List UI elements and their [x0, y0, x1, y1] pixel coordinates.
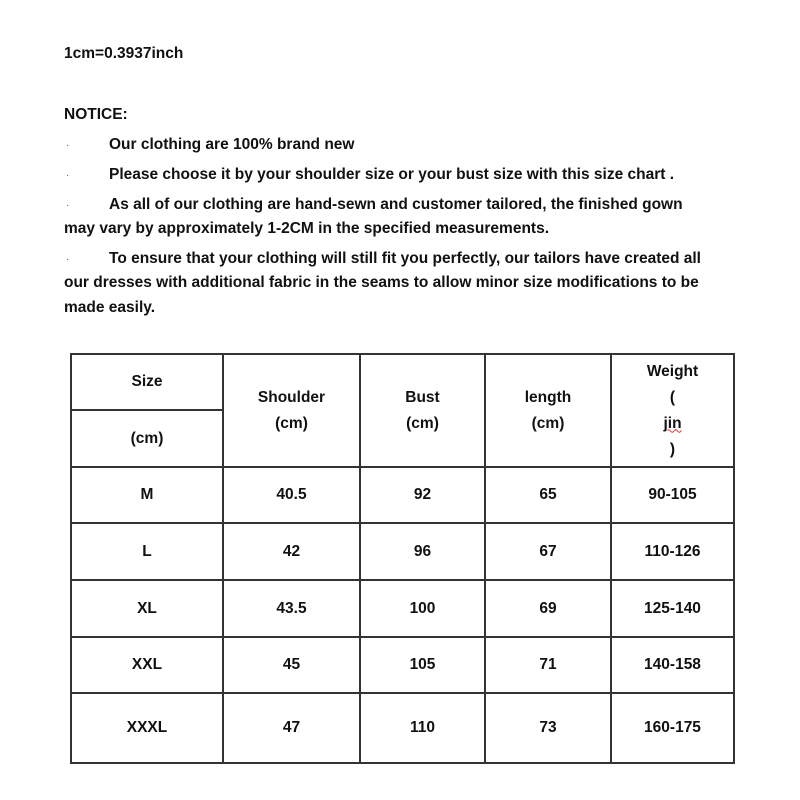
bullet: ·: [66, 170, 70, 181]
cell-length: 69: [485, 580, 611, 637]
cell-size: M: [71, 467, 223, 523]
header-weight-unit: [612, 385, 733, 463]
header-bust: [360, 354, 485, 467]
table-row: [71, 580, 734, 637]
cell-shoulder: 47: [223, 693, 360, 763]
cell-weight: 90-105: [611, 467, 734, 523]
table-header-row: [71, 354, 734, 410]
cell-bust: 110: [360, 693, 485, 763]
notice-item-4-line1: To ensure that your clothing will still fit you perfectly, our tailors have created all: [109, 250, 701, 267]
notice-item-3-line1: As all of our clothing are hand-sewn and customer tailored, the finished gown: [109, 196, 683, 213]
cell-length: 73: [485, 693, 611, 763]
cell-size: L: [71, 523, 223, 580]
notice-item-1: Our clothing are 100% brand new: [109, 136, 355, 153]
cell-length: 67: [485, 523, 611, 580]
bullet: ·: [66, 140, 70, 151]
table-row: [71, 637, 734, 693]
header-bust-unit: (cm): [406, 414, 439, 432]
header-shoulder-unit: (cm): [275, 414, 308, 432]
cell-bust: 96: [360, 523, 485, 580]
table-row: [71, 693, 734, 763]
cell-shoulder: 42: [223, 523, 360, 580]
cell-bust: 100: [360, 580, 485, 637]
header-length-unit: (cm): [531, 414, 565, 432]
paren-close: ): [669, 440, 676, 458]
header-shoulder: [223, 354, 360, 467]
table-row: [71, 467, 734, 523]
header-size: Size: [71, 354, 223, 410]
bullet: ·: [66, 254, 70, 265]
notice-item-4-line2: our dresses with additional fabric in the seams to allow minor size modifications to be: [64, 274, 699, 291]
weight-unit-jin: jin: [663, 414, 682, 432]
notice-item-4-line3: made easily.: [64, 299, 156, 316]
cell-bust: 92: [360, 467, 485, 523]
header-length-label: length: [524, 388, 572, 406]
cell-size: XXXL: [71, 693, 223, 763]
header-weight-label: Weight: [646, 362, 699, 380]
header-shoulder-label: Shoulder: [257, 388, 326, 406]
header-size-unit: (cm): [71, 410, 223, 467]
header-bust-label: Bust: [405, 388, 440, 406]
bullet: ·: [66, 200, 70, 211]
cell-shoulder: 40.5: [223, 467, 360, 523]
cell-length: 71: [485, 637, 611, 693]
table-row: [71, 523, 734, 580]
cell-shoulder: 43.5: [223, 580, 360, 637]
cell-shoulder: 45: [223, 637, 360, 693]
notice-item-3-line2: may vary by approximately 1-2CM in the specified measurements.: [64, 220, 549, 237]
conversion-note: 1cm=0.3937inch: [64, 45, 184, 62]
cell-size: XL: [71, 580, 223, 637]
cell-weight: 110-126: [611, 523, 734, 580]
notice-title: NOTICE:: [64, 106, 128, 123]
cell-weight: 140-158: [611, 637, 734, 693]
cell-bust: 105: [360, 637, 485, 693]
cell-length: 65: [485, 467, 611, 523]
notice-item-2: Please choose it by your shoulder size or your bust size with this size chart .: [109, 166, 675, 183]
paren-open: (: [669, 388, 676, 406]
header-weight: [611, 354, 734, 467]
cell-weight: 125-140: [611, 580, 734, 637]
cell-size: XXL: [71, 637, 223, 693]
size-chart-table: [70, 353, 735, 764]
header-length: [485, 354, 611, 467]
cell-weight: 160-175: [611, 693, 734, 763]
